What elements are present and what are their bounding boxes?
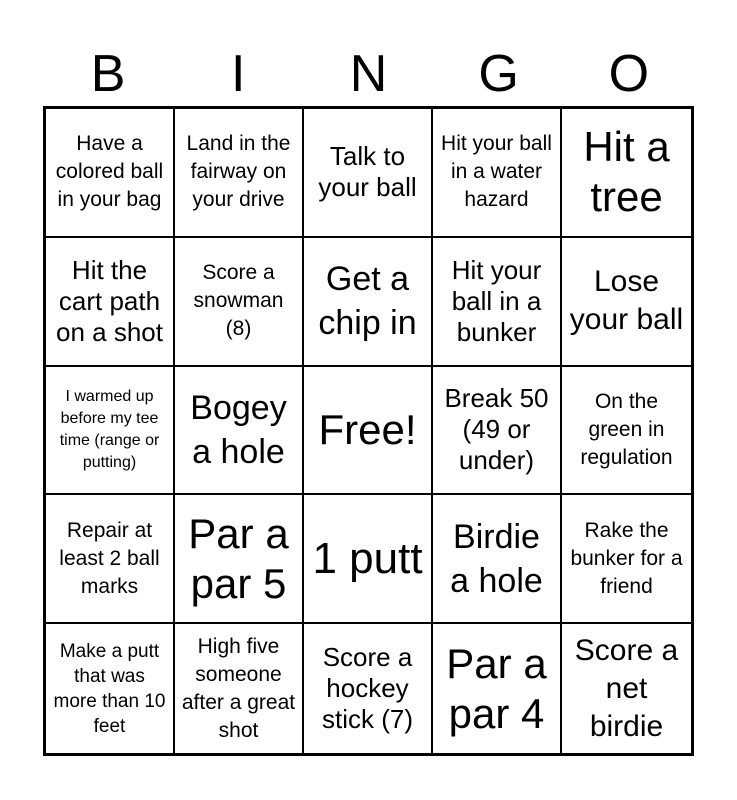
cell-text: Hit the cart path on a shot	[56, 254, 163, 347]
cell-text: 1 putt	[312, 533, 423, 583]
cell-text: Talk to your ball	[318, 141, 417, 203]
bingo-cell-r2-c4[interactable]	[433, 238, 562, 367]
cell-text: Score a snowman (8)	[193, 261, 284, 341]
cell-text: Repair at least 2 ball marks	[59, 518, 160, 598]
bingo-cell-r1-c5[interactable]	[562, 109, 691, 238]
free-space-text: Free!	[318, 405, 417, 453]
cell-text: Land in the fairway on your drive	[186, 132, 291, 212]
cell-text: Get a chip in	[318, 260, 417, 343]
cell-text: Score a hockey stick (7)	[322, 642, 413, 735]
bingo-header	[43, 42, 694, 106]
cell-text: Par a par 5	[188, 509, 289, 607]
header-letter-b: B	[90, 45, 126, 103]
header-letter-n: N	[349, 45, 388, 103]
cell-text: On the green in regulation	[580, 389, 673, 469]
header-letter-g: G	[478, 45, 519, 103]
bingo-cell-r2-c1[interactable]	[46, 238, 175, 367]
header-letter-i: I	[231, 45, 246, 103]
cell-text: I warmed up before my tee time (range or putting)	[59, 387, 160, 471]
cell-text: Birdie a hole	[450, 517, 543, 600]
bingo-cell-r5-c4[interactable]	[433, 624, 562, 753]
bingo-cell-free[interactable]	[304, 367, 433, 496]
bingo-cell-r1-c2[interactable]	[175, 109, 304, 238]
bingo-cell-r4-c4[interactable]	[433, 495, 562, 624]
bingo-cell-r1-c4[interactable]	[433, 109, 562, 238]
cell-text: Score a net birdie	[574, 633, 679, 743]
cell-text: Hit your ball in a bunker	[451, 254, 542, 347]
bingo-cell-r2-c3[interactable]	[304, 238, 433, 367]
bingo-cell-r5-c3[interactable]	[304, 624, 433, 753]
bingo-cell-r5-c2[interactable]	[175, 624, 304, 753]
bingo-cell-r3-c1[interactable]	[46, 367, 175, 496]
bingo-cell-r4-c5[interactable]	[562, 495, 691, 624]
bingo-cell-r5-c1[interactable]	[46, 624, 175, 753]
bingo-cell-r3-c4[interactable]	[433, 367, 562, 496]
bingo-cell-r3-c2[interactable]	[175, 367, 304, 496]
cell-text: Lose your ball	[569, 265, 684, 337]
bingo-cell-r4-c3[interactable]	[304, 495, 433, 624]
bingo-cell-r3-c5[interactable]	[562, 367, 691, 496]
bingo-cell-r4-c1[interactable]	[46, 495, 175, 624]
cell-text: Rake the bunker for a friend	[570, 518, 683, 598]
cell-text: Bogey a hole	[190, 388, 287, 471]
bingo-cell-r2-c5[interactable]	[562, 238, 691, 367]
cell-text: High five someone after a great shot	[181, 634, 296, 742]
cell-text: Par a par 4	[446, 639, 547, 737]
bingo-cell-r4-c2[interactable]	[175, 495, 304, 624]
bingo-board	[43, 106, 694, 756]
cell-text: Hit a tree	[583, 123, 670, 221]
bingo-cell-r2-c2[interactable]	[175, 238, 304, 367]
cell-text: Have a colored ball in your bag	[55, 132, 164, 212]
bingo-cell-r1-c3[interactable]	[304, 109, 433, 238]
bingo-cell-r5-c5[interactable]	[562, 624, 691, 753]
header-letter-o: O	[608, 45, 650, 103]
cell-text: Break 50 (49 or under)	[444, 383, 549, 476]
cell-text: Hit your ball in a water hazard	[441, 132, 552, 212]
bingo-cell-r1-c1[interactable]	[46, 109, 175, 238]
cell-text: Make a putt that was more than 10 feet	[53, 640, 166, 737]
